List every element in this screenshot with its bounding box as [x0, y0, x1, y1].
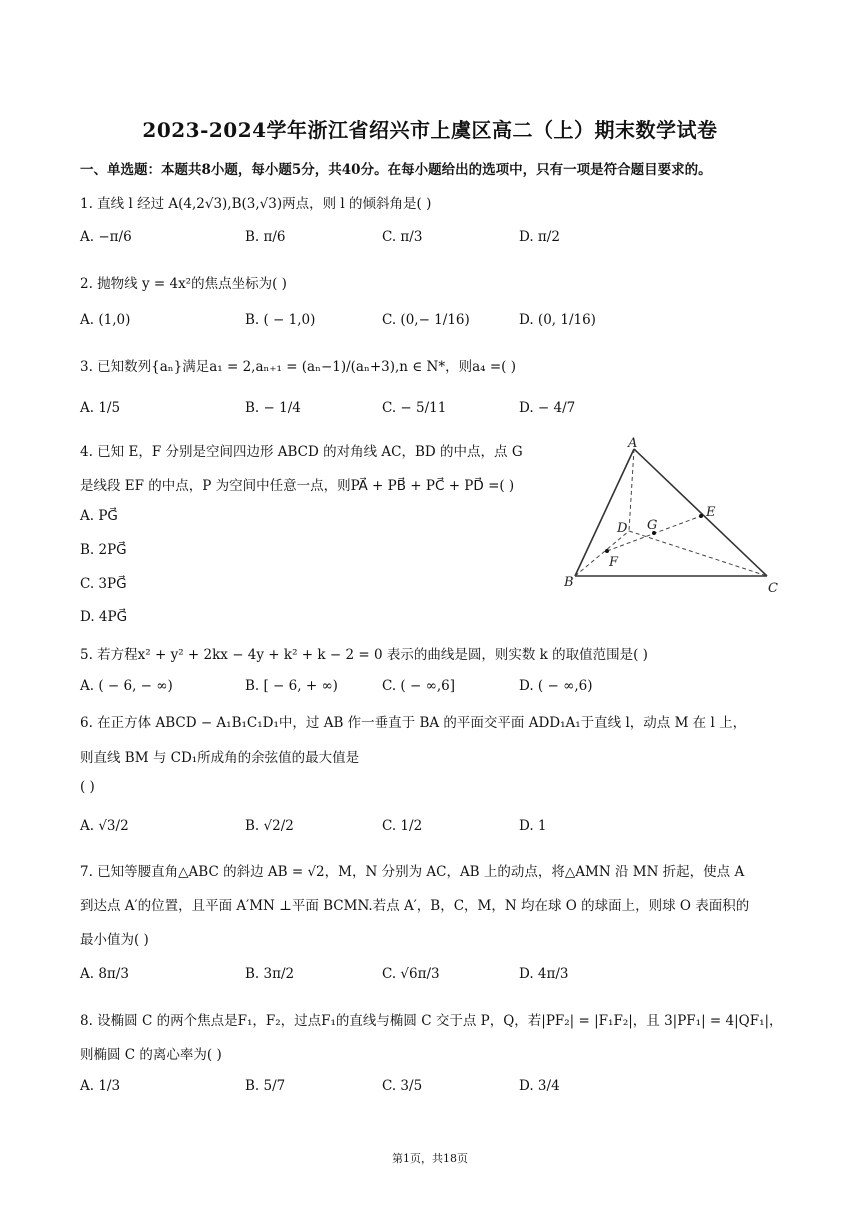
q6-option-c: C. 1/2	[382, 818, 423, 834]
q5-option-a: A. ( − 6, − ∞)	[80, 678, 173, 694]
q1-option-c: C. π/3	[382, 229, 423, 245]
label-e: E	[706, 505, 716, 520]
q1-option-a: A. −π/6	[80, 229, 132, 245]
q2-option-c: C. (0,− 1/16)	[382, 312, 470, 328]
label-b: B	[564, 575, 574, 590]
question-6-stem-line-3: ( )	[80, 779, 95, 795]
q8-option-b: B. 5/7	[245, 1078, 286, 1094]
q7-option-b: B. 3π/2	[245, 966, 295, 982]
q6-option-a: A. √3/2	[80, 818, 129, 834]
q4-option-b: B. 2PG⃗	[80, 542, 127, 558]
tetrahedron-figure	[562, 436, 792, 598]
q5-option-c: C. ( − ∞,6]	[382, 678, 455, 694]
q7-option-d: D. 4π/3	[519, 966, 569, 982]
q1-option-d: D. π/2	[519, 229, 560, 245]
section-heading: 一、单选题：本题共8小题，每小题5分，共40分。在每小题给出的选项中，只有一项是符合题目要求的。	[80, 162, 712, 178]
edge-dc	[629, 531, 767, 576]
q1-option-b: B. π/6	[245, 229, 286, 245]
question-2-stem: 2. 抛物线 y = 4x²的焦点坐标为( )	[80, 276, 287, 292]
edge-bd	[575, 531, 629, 576]
q3-option-b: B. − 1/4	[245, 400, 301, 416]
q2-option-a: A. (1,0)	[80, 312, 131, 328]
q7-option-a: A. 8π/3	[80, 966, 129, 982]
q6-option-b: B. √2/2	[245, 818, 294, 834]
q2-option-d: D. (0, 1/16)	[519, 312, 596, 328]
label-a: A	[628, 436, 638, 451]
question-6-stem-line-2: 则直线 BM 与 CD₁所成角的余弦值的最大值是	[80, 750, 360, 766]
page-footer: 第1页，共18页	[392, 1152, 468, 1165]
question-3-stem: 3. 已知数列{aₙ}满足a₁ = 2,aₙ₊₁ = (aₙ−1)/(aₙ+3),n ∈ N*，则a₄ =( )	[80, 359, 517, 375]
q3-option-d: D. − 4/7	[519, 400, 576, 416]
question-5-stem: 5. 若方程x² + y² + 2kx − 4y + k² + k − 2 = 0 表示的曲线是圆，则实数 k 的取值范围是( )	[80, 647, 648, 663]
q4-option-c: C. 3PG⃗	[80, 576, 127, 592]
q6-option-d: D. 1	[519, 818, 547, 834]
q3-option-a: A. 1/5	[80, 400, 121, 416]
question-7-stem-line-3: 最小值为( )	[80, 932, 149, 948]
label-g: G	[647, 518, 658, 533]
q5-option-b: B. [ − 6, + ∞)	[245, 678, 338, 694]
question-7-stem-line-2: 到达点 A′的位置，且平面 A′MN ⊥平面 BCMN.若点 A′，B，C，M，N 均在球 O 的球面上，则球 O 表面积的	[80, 898, 750, 914]
question-1-stem: 1. 直线 l 经过 A(4,2√3),B(3,√3)两点，则 l 的倾斜角是( )	[80, 196, 432, 212]
point-e	[699, 514, 703, 518]
question-8-stem-line-1: 8. 设椭圆 C 的两个焦点是F₁，F₂，过点F₁的直线与椭圆 C 交于点 P，Q，若|PF₂| = |F₁F₂|，且 3|PF₁| = 4|QF₁|，	[80, 1013, 783, 1029]
question-4-stem-line-1: 4. 已知 E，F 分别是空间四边形 ABCD 的对角线 AC，BD 的中点，点 G	[80, 444, 523, 460]
q3-option-c: C. − 5/11	[382, 400, 447, 416]
exam-title: 2023-2024学年浙江省绍兴市上虞区高二（上）期末数学试卷	[142, 118, 718, 142]
q8-option-d: D. 3/4	[519, 1078, 560, 1094]
point-f	[605, 549, 609, 553]
q7-option-c: C. √6π/3	[382, 966, 440, 982]
edge-ad	[629, 449, 634, 531]
question-7-stem-line-1: 7. 已知等腰直角△ABC 的斜边 AB = √2，M，N 分别为 AC，AB 上的动点，将△AMN 沿 MN 折起，使点 A	[80, 864, 745, 880]
q4-option-a: A. PG⃗	[80, 508, 118, 524]
label-c: C	[768, 581, 778, 596]
q5-option-d: D. ( − ∞,6)	[519, 678, 593, 694]
q4-option-d: D. 4PG⃗	[80, 609, 128, 625]
q2-option-b: B. ( − 1,0)	[245, 312, 316, 328]
q8-option-a: A. 1/3	[80, 1078, 121, 1094]
label-d: D	[617, 521, 628, 536]
label-f: F	[609, 555, 619, 570]
question-4-stem-line-2: 是线段 EF 的中点，P 为空间中任意一点，则PA⃗ + PB⃗ + PC⃗ + PD⃗ =( )	[80, 478, 515, 494]
q8-option-c: C. 3/5	[382, 1078, 423, 1094]
edge-ac	[634, 449, 767, 576]
edge-ab	[575, 449, 634, 576]
question-6-stem-line-1: 6. 在正方体 ABCD − A₁B₁C₁D₁中，过 AB 作一垂直于 BA 的平面交平面 ADD₁A₁于直线 l，动点 M 在 l 上，	[80, 715, 747, 731]
question-8-stem-line-2: 则椭圆 C 的离心率为( )	[80, 1047, 222, 1063]
